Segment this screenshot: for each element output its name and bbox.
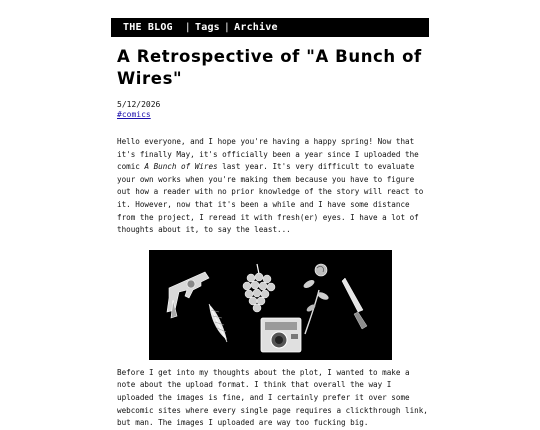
intro-text-start: Hello everyone, and I hope you're having a happy spring! Now that it's finally May, it's officially been a year since I uploaded the comic xyxy=(117,137,419,172)
top-navbar xyxy=(111,18,429,37)
comic-title: A Bunch of Wires xyxy=(144,162,218,172)
second-paragraph: Before I get into my thoughts about the plot, I wanted to make a note about the upload format. I think that overall the way I uploaded the images is fine, and I certainly prefer it over some webcomic sites where every single page requires a clickthrough link, but man. The images I uploaded are way too fucking big. xyxy=(117,367,428,428)
post-illustration xyxy=(149,250,392,360)
post-date: 5/12/2026 xyxy=(117,100,161,109)
nav-tags-link[interactable]: Tags xyxy=(195,22,220,33)
blog-page xyxy=(111,18,429,430)
intro-text-end: last year. It's very difficult to evaluate your own works when you're making them because you have to figure out how a reader with no prior knowledge of the story will react to it. However, now that it's been a while and I have some distance from the project, I reread it with fresh(er) eyes. I have a lot of thoughts about it, to say the least... xyxy=(117,162,424,235)
nav-separator: | xyxy=(184,22,191,33)
illustration-svg xyxy=(149,250,392,360)
nav-archive-link[interactable]: Archive xyxy=(234,22,278,33)
camera-icon xyxy=(261,318,301,352)
post-title: A Retrospective of "A Bunch of Wires" xyxy=(117,47,422,88)
intro-paragraph xyxy=(117,136,429,237)
nav-home-link[interactable]: THE BLOG xyxy=(123,22,173,33)
nav-separator: | xyxy=(223,22,231,33)
post-tag-link[interactable]: #comics xyxy=(117,110,151,119)
